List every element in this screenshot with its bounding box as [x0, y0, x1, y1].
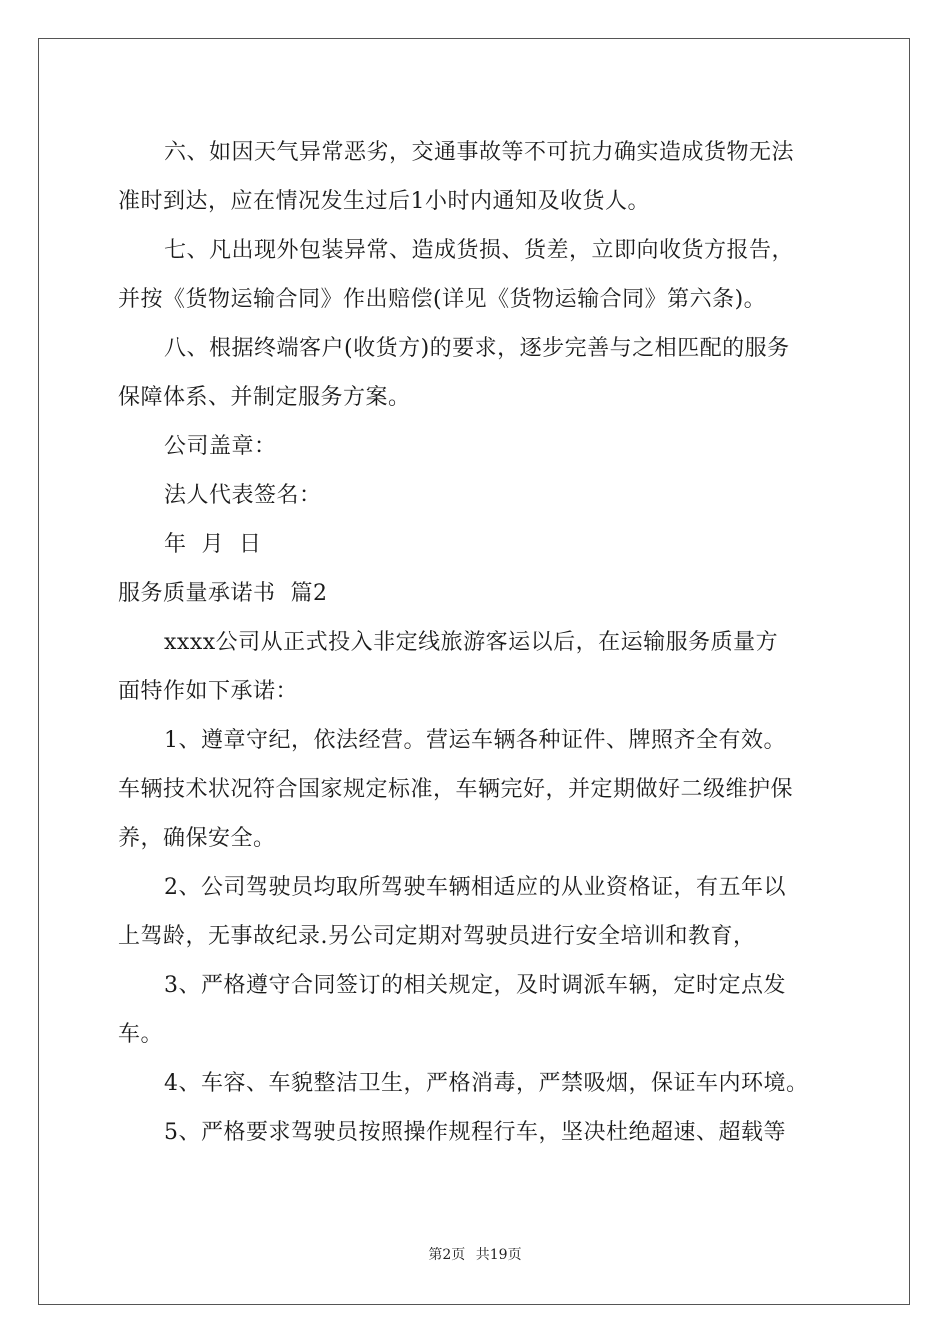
paragraph-line: 2、公司驾驶员均取所驾驶车辆相适应的从业资格证，有五年以: [164, 875, 786, 900]
paragraph-line: 3、严格遵守合同签订的相关规定，及时调派车辆，定时定点发: [164, 973, 786, 998]
paragraph-line: 八、根据终端客户(收货方)的要求，逐步完善与之相匹配的服务: [164, 336, 790, 361]
paragraph-line: 4、车容、车貌整洁卫生，严格消毒，严禁吸烟，保证车内环境。: [164, 1071, 809, 1096]
document-body: [118, 128, 836, 1157]
paragraph-line: 1、遵章守纪，依法经营。营运车辆各种证件、牌照齐全有效。: [164, 728, 786, 753]
paragraph-line: 上驾龄，无事故纪录.另公司定期对驾驶员进行安全培训和教育，: [118, 924, 756, 949]
paragraph-line: 车。: [118, 1022, 164, 1047]
paragraph-line: 六、如因天气异常恶劣，交通事故等不可抗力确实造成货物无法: [164, 140, 795, 165]
paragraph-line: 保障体系、并制定服务方案。: [118, 385, 411, 410]
page-total: 共19页: [475, 1247, 522, 1263]
page-footer: [0, 1244, 950, 1264]
paragraph-line: 车辆技术状况符合国家规定标准，车辆完好，并定期做好二级维护保: [118, 777, 794, 802]
paragraph-line: 养，确保安全。: [118, 826, 276, 851]
paragraph-line: 面特作如下承诺：: [118, 679, 299, 704]
paragraph-line: 并按《货物运输合同》作出赔偿(详见《货物运输合同》第六条)。: [118, 287, 767, 312]
signature-label: 法人代表签名：: [164, 483, 322, 508]
paragraph-line: 准时到达，应在情况发生过后1小时内通知及收货人。: [118, 189, 650, 214]
company-seal-label: 公司盖章：: [164, 434, 277, 459]
paragraph-line: xxxx公司从正式投入非定线旅游客运以后，在运输服务质量方: [164, 630, 779, 655]
paragraph-line: 七、凡出现外包装异常、造成货损、货差，立即向收货方报告，: [164, 238, 795, 263]
date-label: 年 月 日: [164, 532, 262, 557]
section-heading: 服务质量承诺书 篇2: [118, 581, 328, 606]
paragraph-line: 5、严格要求驾驶员按照操作规程行车，坚决杜绝超速、超载等: [164, 1120, 786, 1145]
page-number: 第2页: [428, 1247, 466, 1263]
